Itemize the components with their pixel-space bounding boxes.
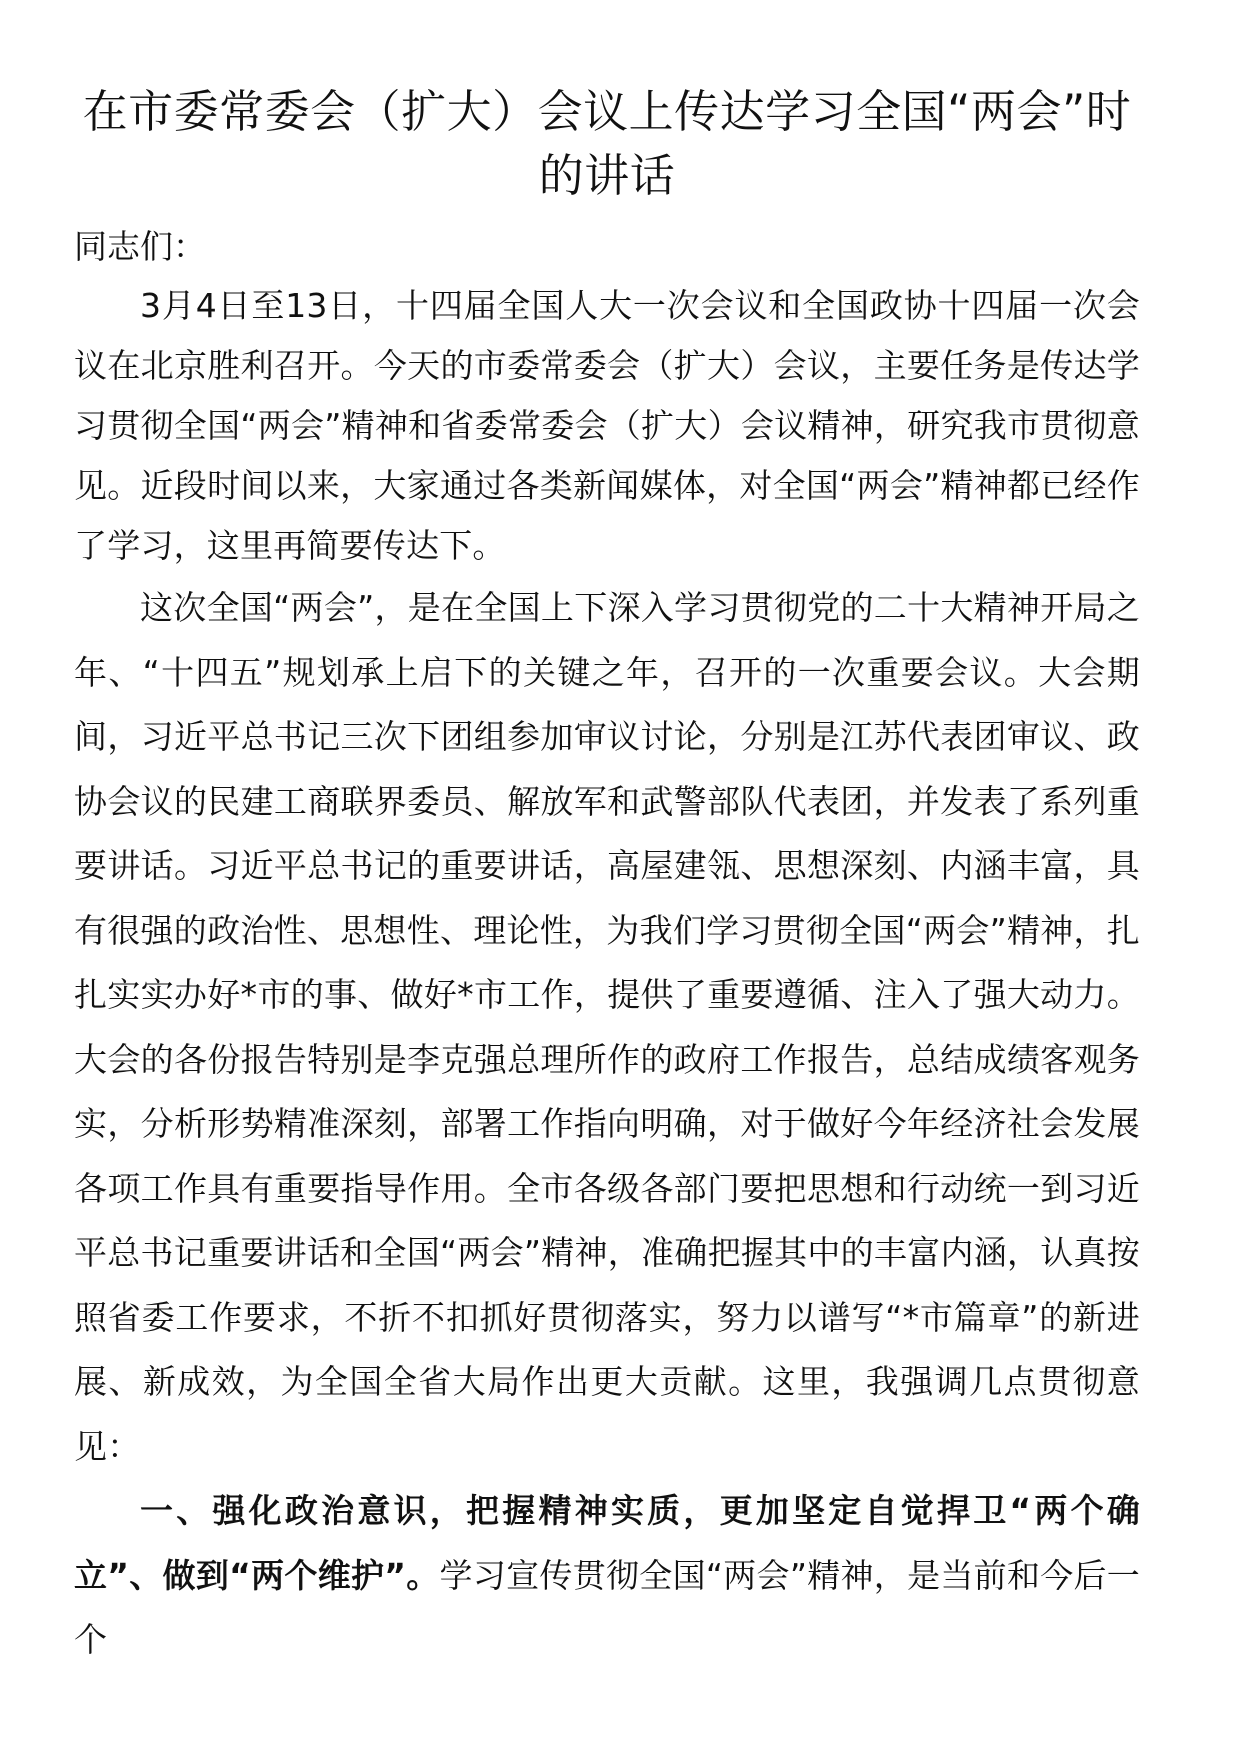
section-heading-1: 一、强化政治意识，把握精神实质，更加坚定自觉捍卫“两个确立”、做到“两个维护”。 xyxy=(74,1491,1140,1595)
paragraph-2: 这次全国“两会”，是在全国上下深入学习贯彻党的二十大精神开局之年、“十四五”规划承上启下的关键之年，召开的一次重要会议。大会期间，习近平总书记三次下团组参加审议讨论，分别是江苏代表团审议、政协会议的民建工商联界委员、解放军和武警部队代表团，并发表了系列重要讲话。习近平总书记的重要讲话，高屋建瓴、思想深刻、内涵丰富，具有很强的政治性、思想性、理论性，为我们学习贯彻全国“两会”精神，扎扎实实办好*市的事、做好*市工作，提供了重要遵循、注入了强大动力。大会的各份报告特别是李克强总理所作的政府工作报告，总结成绩客观务实，分析形势精准深刻，部署工作指向明确，对于做好今年经济社会发展各项工作具有重要指导作用。全市各级各部门要把思想和行动统一到习近平总书记重要讲话和全国“两会”精神，准确把握其中的丰富内涵，认真按照省委工作要求，不折不扣抓好贯彻落实，努力以谱写“*市篇章”的新进展、新成效，为全国全省大局作出更大贡献。这里，我强调几点贯彻意见： xyxy=(74,588,1140,1466)
greeting: 同志们： xyxy=(74,227,206,266)
paragraph-1: 3月4日至13日，十四届全国人大一次会议和全国政协十四届一次会议在北京胜利召开。今天的市委常委会（扩大）会议，主要任务是传达学习贯彻全国“两会”精神和省委常委会（扩大）会议精神，研究我市贯彻意见。近段时间以来，大家通过各类新闻媒体，对全国“两会”精神都已经作了学习，这里再简要传达下。 xyxy=(74,286,1140,565)
paragraph-3 xyxy=(74,1479,1140,1673)
document-title: 在市委常委会（扩大）会议上传达学习全国“两会”时的讲话 xyxy=(82,85,1132,202)
paragraph-3-text: 学习宣传贯彻全国“两会”精神，是当前和今后一个 xyxy=(74,1555,1141,1659)
